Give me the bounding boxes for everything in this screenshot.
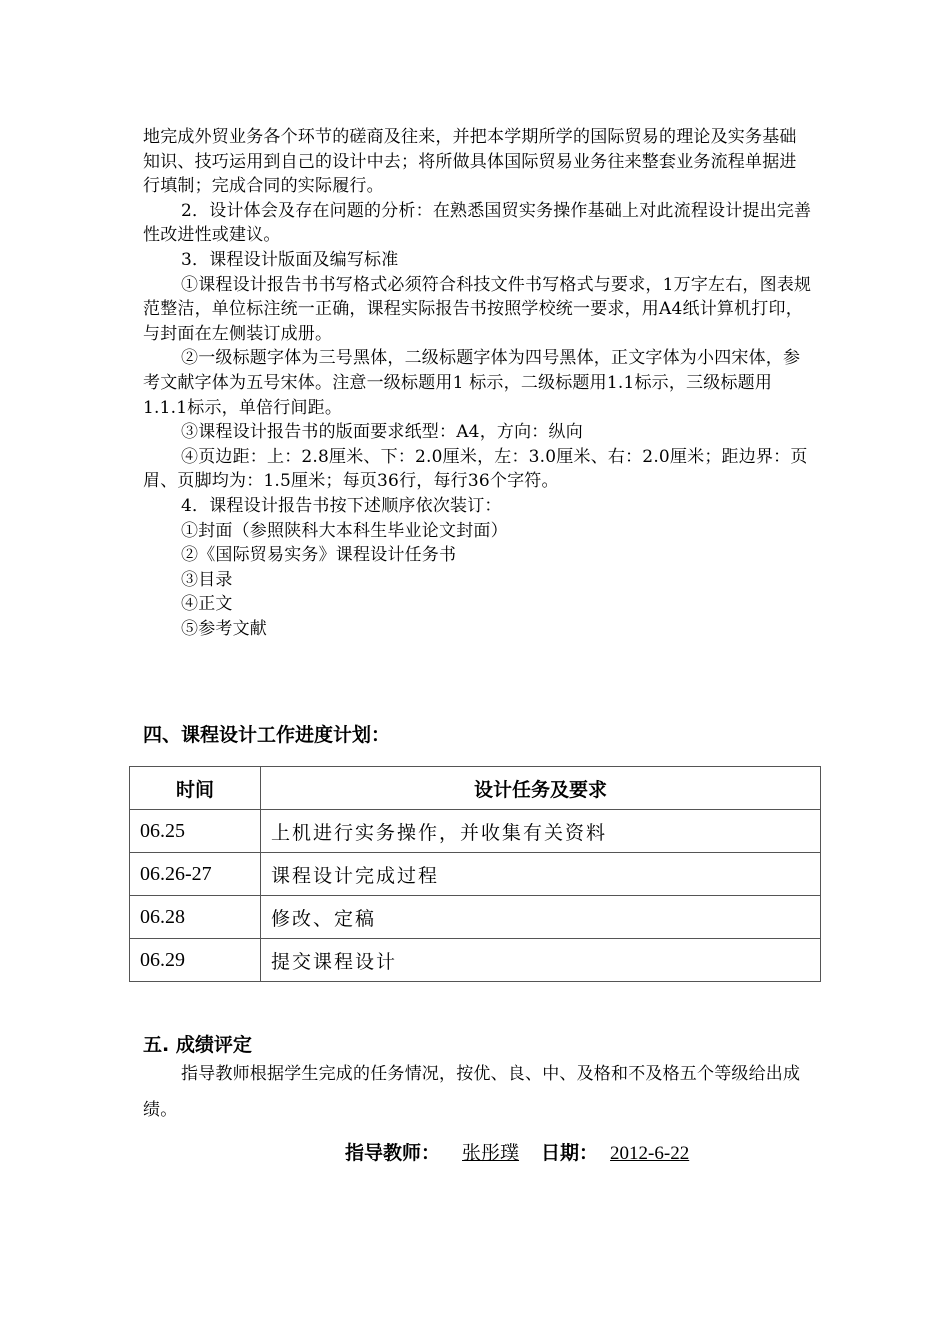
teacher-name: 张彤璞	[462, 1142, 520, 1164]
time-cell: 06.28	[130, 896, 261, 939]
paragraph: 地完成外贸业务各个环节的磋商及往来，并把本学期所学的国际贸易的理论及实务基础知识、技巧运用到自己的设计中去；将所做具体国际贸易业务往来整套业务流程单据进行填制；完成合同的实际履行。	[143, 127, 797, 197]
table-row	[130, 810, 821, 853]
paragraph: 2．设计体会及存在问题的分析：在熟悉国贸实务操作基础上对此流程设计提出完善性改进性或建议。	[143, 200, 812, 246]
schedule-table	[129, 766, 821, 982]
list-item: ③目录	[181, 569, 233, 590]
grading-text	[143, 1056, 813, 1128]
header-task: 设计任务及要求	[261, 767, 821, 810]
time-cell: 06.25	[130, 810, 261, 853]
signature-line	[345, 1138, 695, 1165]
paragraph: 3．课程设计版面及编写标准	[181, 249, 399, 270]
date-value: 2012-6-22	[610, 1143, 690, 1164]
table-row	[130, 896, 821, 939]
teacher-label: 指导教师：	[345, 1142, 441, 1164]
date-label: 日期：	[541, 1142, 599, 1164]
section-4-title: 四、课程设计工作进度计划：	[143, 724, 391, 746]
paragraph: ③课程设计报告书的版面要求纸型：A4，方向：纵向	[181, 422, 583, 443]
paragraph: ②一级标题字体为三号黑体，二级标题字体为四号黑体，正文字体为小四宋体，参考文献字体为五号宋体。注意一级标题用1 标示，二级标题用1.1标示，三级标题用1.1.1标示，单倍行间距。	[143, 348, 801, 418]
section-5-title: 五. 成绩评定	[143, 1034, 252, 1056]
table-row	[130, 853, 821, 896]
task-cell: 修改、定稿	[261, 896, 821, 939]
body-text	[143, 125, 813, 641]
list-item: ⑤参考文献	[181, 618, 267, 639]
task-cell: 提交课程设计	[261, 939, 821, 982]
paragraph: ④页边距：上：2.8厘米、下：2.0厘米，左：3.0厘米、右：2.0厘米；距边界：页眉、页脚均为：1.5厘米；每页36行，每行36个字符。	[143, 446, 808, 492]
table-row	[130, 939, 821, 982]
paragraph: 4．课程设计报告书按下述顺序依次装订：	[181, 495, 502, 516]
list-item: ②《国际贸易实务》课程设计任务书	[181, 545, 457, 566]
paragraph: ①课程设计报告书书写格式必须符合科技文件书写格式与要求，1万字左右，图表规范整洁，单位标注统一正确，课程实际报告书按照学校统一要求，用A4纸计算机打印，与封面在左侧装订成册。	[143, 274, 812, 344]
time-cell: 06.29	[130, 939, 261, 982]
list-item: ④正文	[181, 594, 233, 615]
list-item: ①封面（参照陕科大本科生毕业论文封面）	[181, 520, 508, 541]
table-header-row	[130, 767, 821, 810]
paragraph: 指导教师根据学生完成的任务情况，按优、良、中、及格和不及格五个等级给出成绩。	[143, 1064, 801, 1120]
header-time: 时间	[130, 767, 261, 810]
time-cell: 06.26-27	[130, 853, 261, 896]
task-cell: 课程设计完成过程	[261, 853, 821, 896]
task-cell: 上机进行实务操作，并收集有关资料	[261, 810, 821, 853]
